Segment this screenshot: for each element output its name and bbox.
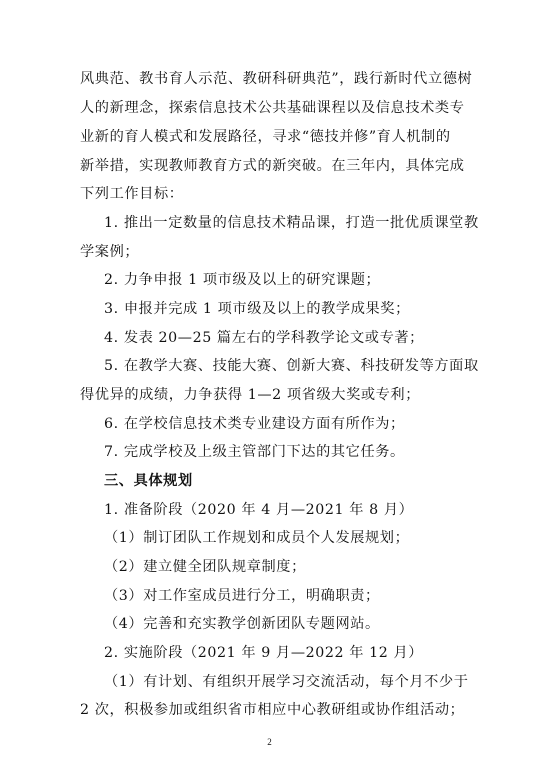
- goal-item: 4. 发表 20—25 篇左右的学科教学论文或专著；: [104, 330, 424, 346]
- body-text-line: 下列工作目标：: [80, 186, 184, 202]
- goal-item: 3. 申报并完成 1 项市级及以上的教学成果奖；: [104, 301, 410, 317]
- goal-item: 6. 在学校信息技术类专业建设方面有所作为；: [104, 416, 405, 432]
- goal-item: 2. 力争申报 1 项市级及以上的研究课题；: [104, 272, 381, 288]
- stage-heading: 1. 准备阶段（2020 年 4 月—2021 年 8 月）: [104, 502, 414, 518]
- section-heading: 三、具体规划: [104, 473, 193, 489]
- goal-item-continuation: 得优异的成绩，力争获得 1—2 项省级大奖或专利；: [80, 387, 421, 403]
- goal-item: 5. 在教学大赛、技能大赛、创新大赛、科技研发等方面取: [104, 358, 479, 374]
- stage-item: （2）建立健全团队规章制度；: [104, 559, 306, 575]
- body-text-line: 人的新理念，探索信息技术公共基础课程以及信息技术类专: [80, 100, 465, 116]
- goal-item: 7. 完成学校及上级主管部门下达的其它任务。: [104, 444, 405, 460]
- goal-item: 1. 推出一定数量的信息技术精品课，打造一批优质课堂教: [104, 215, 479, 231]
- body-text-line: 风典范、教书育人示范、教研科研典范”，践行新时代立德树: [80, 71, 473, 87]
- stage-item: （1）制订团队工作规划和成员个人发展规划；: [104, 530, 410, 546]
- stage-heading: 2. 实施阶段（2021 年 9 月—2022 年 12 月）: [104, 645, 424, 661]
- body-text-line: 新举措，实现教师教育方式的新突破。在三年内，具体完成: [80, 158, 465, 174]
- body-text-line: 业新的育人模式和发展路径，寻求“德技并修”育人机制的: [80, 129, 451, 145]
- page-number: 2: [267, 737, 272, 747]
- stage-item: （3）对工作室成员进行分工，明确职责；: [104, 588, 380, 604]
- goal-item-continuation: 学案例；: [80, 244, 140, 260]
- stage-item: （4）完善和充实教学创新团队专题网站。: [104, 616, 380, 632]
- stage-item-continuation: 2 次，积极参加或组织省市相应中心教研组或协作组活动；: [80, 702, 465, 718]
- stage-item: （1）有计划、有组织开展学习交流活动，每个月不少于: [104, 674, 469, 690]
